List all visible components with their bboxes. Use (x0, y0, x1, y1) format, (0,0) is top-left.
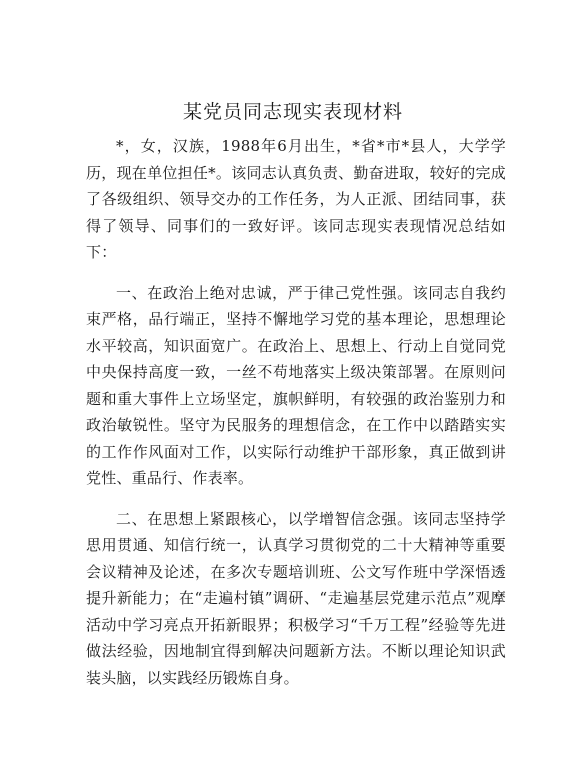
document-title: 某党员同志现实表现材料 (182, 101, 403, 123)
paragraph-intro: *，女，汉族，1988年6月出生，*省*市*县人，大学学历，现在单位担任*。该同志认真负责、勤奋进取，较好的完成了各级组织、领导交办的工作任务，为人正派、团结同事，获得了领导、同事们的一致好评。该同志现实表现情况总结如下： (86, 137, 506, 261)
paragraph-political-loyalty: 一、在政治上绝对忠诚，严于律己党性强。该同志自我约束严格，品行端正，坚持不懈地学习党的基本理论，思想理论水平较高，知识面宽广。在政治上、思想上、行动上自觉同党中央保持高度一致，一丝不苟地落实上级决策部署。在原则问题和重大事件上立场坚定，旗帜鲜明，有较强的政治鉴别力和政治敏锐性。坚守为民服务的理想信念，在工作中以踏踏实实的工作作风面对工作，以实际行动维护干部形象，真正做到讲党性、重品行、作表率。 (86, 283, 506, 487)
paragraph-ideological-study: 二、在思想上紧跟核心，以学增智信念强。该同志坚持学思用贯通、知信行统一，认真学习贯彻党的二十大精神等重要会议精神及论述，在多次专题培训班、公文写作班中学深悟透提升新能力；在“走遍村镇”调研、“走遍基层党建示范点”观摩活动中学习亮点开拓新眼界；积极学习“千万工程”经验等先进做法经验，因地制宜得到解决问题新方法。不断以理论知识武装头脑，以实践经历锻炼自身。 (86, 509, 506, 687)
document-body (86, 133, 506, 705)
